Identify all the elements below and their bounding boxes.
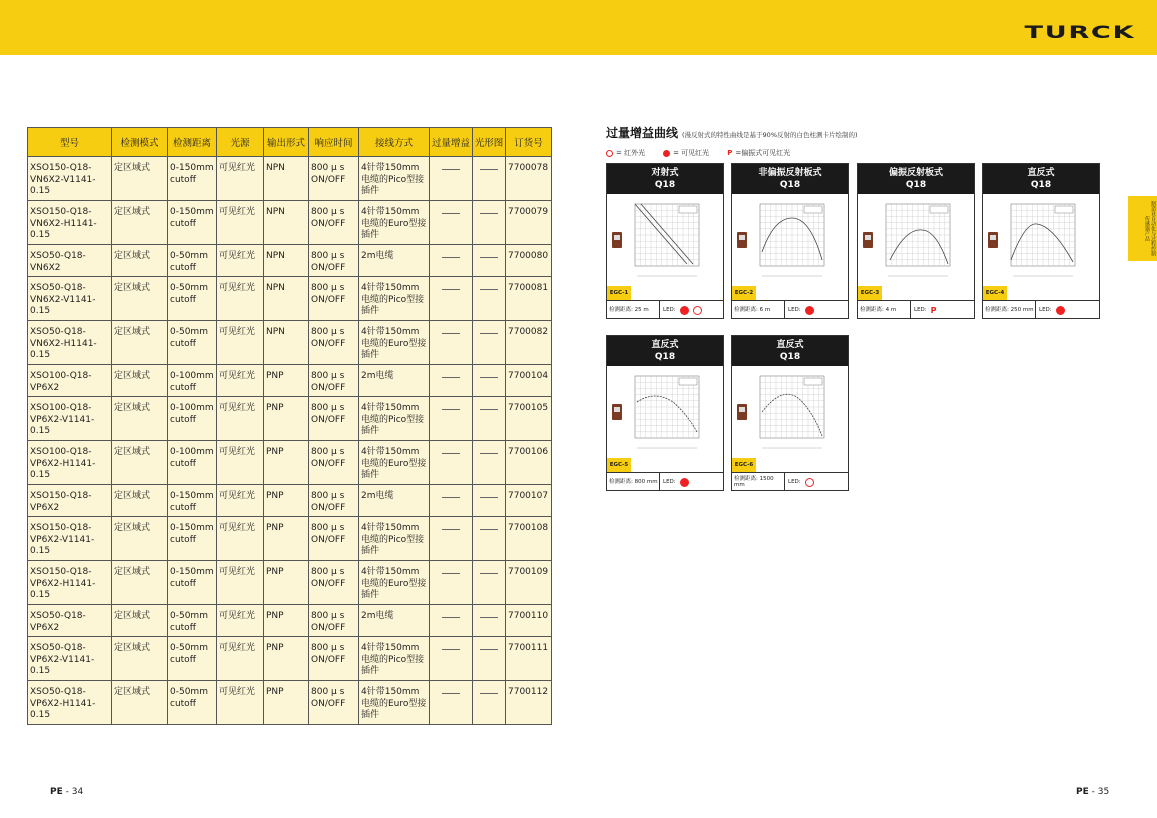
excess-gain-cell (430, 637, 473, 681)
table-row (28, 365, 552, 397)
cell-light: 可见红光 (217, 397, 264, 441)
dash-line (442, 333, 460, 334)
dash-line (442, 257, 460, 258)
page-number-left (50, 787, 83, 797)
excess-gain-cell (430, 397, 473, 441)
red-ring-icon (693, 306, 702, 315)
cell-range: 0-150mm cutoff (168, 201, 217, 245)
cell-range: 0-50mm cutoff (168, 245, 217, 277)
cell-model: XSO100-Q18-VP6X2 (28, 365, 112, 397)
cell-model: XSO100-Q18-VP6X2-V1141-0.15 (28, 397, 112, 441)
excess-gain-graph (878, 200, 956, 292)
beam-pattern-cell (473, 605, 506, 637)
cell-mode: 定区域式 (112, 605, 168, 637)
cell-wiring: 4针带150mm电缆的Euro型接插件 (359, 441, 430, 485)
red-dot-icon (680, 306, 689, 315)
section-note: (漫反射式的特性曲线是基于90%反射的白色柱测卡片绘制的) (682, 131, 858, 139)
dash-line (442, 693, 460, 694)
cell-mode: 定区域式 (112, 365, 168, 397)
cell-response: 800 µ s ON/OFF (309, 485, 359, 517)
cell-order: 7700107 (506, 485, 552, 517)
cell-response: 800 µ s ON/OFF (309, 681, 359, 725)
red-ring-icon (606, 150, 613, 157)
table-row (28, 637, 552, 681)
cell-response: 800 µ s ON/OFF (309, 277, 359, 321)
dash-line (480, 377, 498, 378)
excess-gain-cell (430, 681, 473, 725)
cell-output: PNP (264, 485, 309, 517)
led-label: LED: (914, 307, 927, 313)
cell-mode: 定区域式 (112, 245, 168, 277)
gain-card-egc-6 (731, 335, 849, 491)
column-header: 接线方式 (359, 128, 430, 157)
range-label: 检测距离: 6 m (734, 306, 771, 313)
card-footer (607, 301, 723, 319)
cell-output: NPN (264, 277, 309, 321)
cell-output: PNP (264, 397, 309, 441)
cell-response: 800 µ s ON/OFF (309, 441, 359, 485)
card-subtitle: Q18 (779, 180, 801, 190)
led-label: LED: (1039, 307, 1052, 313)
table-row (28, 561, 552, 605)
cell-light: 可见红光 (217, 201, 264, 245)
dash-line (480, 169, 498, 170)
led-label: LED: (788, 479, 801, 485)
cell-wiring: 4针带150mm电缆的Pico型接插件 (359, 277, 430, 321)
dash-line (480, 617, 498, 618)
dash-line (442, 409, 460, 410)
cell-mode: 定区域式 (112, 441, 168, 485)
cell-wiring: 4针带150mm电缆的Euro型接插件 (359, 681, 430, 725)
beam-pattern-cell (473, 397, 506, 441)
cell-light: 可见红光 (217, 637, 264, 681)
dash-line (442, 453, 460, 454)
cell-light: 可见红光 (217, 157, 264, 201)
cell-output: PNP (264, 605, 309, 637)
cell-output: NPN (264, 201, 309, 245)
dash-line (480, 497, 498, 498)
cell-output: PNP (264, 441, 309, 485)
sensor-icon (863, 232, 873, 248)
card-graph-area (858, 194, 974, 301)
card-graph-area (607, 194, 723, 301)
beam-pattern-cell (473, 681, 506, 725)
excess-gain-graph (752, 200, 830, 292)
table-row (28, 681, 552, 725)
beam-pattern-cell (473, 201, 506, 245)
cell-light: 可见红光 (217, 605, 264, 637)
excess-gain-cell (430, 321, 473, 365)
cell-response: 800 µ s ON/OFF (309, 365, 359, 397)
cell-order: 7700080 (506, 245, 552, 277)
cell-mode: 定区域式 (112, 397, 168, 441)
cell-wiring: 2m电缆 (359, 605, 430, 637)
dash-line (442, 213, 460, 214)
curve-code-label: EGC-2 (732, 286, 756, 300)
beam-pattern-cell (473, 485, 506, 517)
cell-mode: 定区域式 (112, 201, 168, 245)
dash-line (442, 169, 460, 170)
page-num-left: - 34 (65, 787, 84, 797)
card-graph-area (732, 366, 848, 473)
card-footer (983, 301, 1099, 319)
excess-gain-cell (430, 561, 473, 605)
gain-card-egc-2 (731, 163, 849, 319)
cell-mode: 定区域式 (112, 485, 168, 517)
table-row (28, 321, 552, 365)
column-header: 订货号 (506, 128, 552, 157)
beam-pattern-cell (473, 561, 506, 605)
card-header (732, 336, 848, 366)
cell-order: 7700109 (506, 561, 552, 605)
cell-light: 可见红光 (217, 321, 264, 365)
card-footer (732, 473, 848, 491)
column-header: 响应时间 (309, 128, 359, 157)
cell-wiring: 2m电缆 (359, 245, 430, 277)
table-row (28, 157, 552, 201)
excess-gain-graph (627, 372, 705, 464)
table-header-row (28, 128, 552, 157)
cell-light: 可见红光 (217, 277, 264, 321)
cell-model: XSO150-Q18-VN6X2-H1141-0.15 (28, 201, 112, 245)
cell-order: 7700112 (506, 681, 552, 725)
legend-polarized-label: =偏振式可见红光 (735, 149, 791, 157)
curve-code-label: EGC-6 (732, 458, 756, 472)
dash-line (442, 573, 460, 574)
sensor-icon (612, 404, 622, 420)
cell-wiring: 4针带150mm电缆的Euro型接插件 (359, 201, 430, 245)
cell-output: PNP (264, 365, 309, 397)
red-dot-icon (663, 150, 670, 157)
beam-pattern-cell (473, 277, 506, 321)
beam-pattern-cell (473, 441, 506, 485)
polarized-p-icon: P (727, 149, 733, 157)
cell-range: 0-100mm cutoff (168, 365, 217, 397)
card-header (607, 336, 723, 366)
cell-model: XSO150-Q18-VP6X2 (28, 485, 112, 517)
sensor-icon (612, 232, 622, 248)
cell-order: 7700110 (506, 605, 552, 637)
cell-wiring: 4针带150mm电缆的Euro型接插件 (359, 321, 430, 365)
led-indicator (659, 301, 723, 319)
cell-order: 7700078 (506, 157, 552, 201)
table-row (28, 517, 552, 561)
legend-visible-red (663, 148, 709, 158)
cell-mode: 定区域式 (112, 681, 168, 725)
red-dot-icon (805, 306, 814, 315)
cell-wiring: 4针带150mm电缆的Euro型接插件 (359, 561, 430, 605)
excess-gain-graph (752, 372, 830, 464)
cell-light: 可见红光 (217, 561, 264, 605)
cell-output: NPN (264, 321, 309, 365)
cell-model: XSO50-Q18-VN6X2-V1141-0.15 (28, 277, 112, 321)
column-header: 光源 (217, 128, 264, 157)
led-indicator (910, 301, 974, 319)
table-row (28, 245, 552, 277)
card-subtitle: Q18 (779, 352, 801, 362)
cell-model: XSO50-Q18-VN6X2 (28, 245, 112, 277)
led-indicator (784, 473, 848, 491)
column-header: 型号 (28, 128, 112, 157)
cell-output: PNP (264, 561, 309, 605)
card-subtitle: Q18 (654, 352, 676, 362)
excess-gain-cell (430, 485, 473, 517)
page-num-right: - 35 (1091, 787, 1110, 797)
led-label: LED: (663, 307, 676, 313)
cell-wiring: 4针带150mm电缆的Pico型接插件 (359, 517, 430, 561)
beam-pattern-cell (473, 321, 506, 365)
card-subtitle: Q18 (905, 180, 927, 190)
cell-response: 800 µ s ON/OFF (309, 397, 359, 441)
card-footer (858, 301, 974, 319)
led-label: LED: (788, 307, 801, 313)
curve-code-label: EGC-1 (607, 286, 631, 300)
excess-gain-cell (430, 245, 473, 277)
dash-line (442, 497, 460, 498)
cell-range: 0-150mm cutoff (168, 157, 217, 201)
curve-code-label: EGC-4 (983, 286, 1007, 300)
led-indicator (659, 473, 723, 491)
cell-response: 800 µ s ON/OFF (309, 637, 359, 681)
excess-gain-cell (430, 157, 473, 201)
cell-range: 0-50mm cutoff (168, 681, 217, 725)
cell-wiring: 4针带150mm电缆的Pico型接插件 (359, 157, 430, 201)
cell-response: 800 µ s ON/OFF (309, 201, 359, 245)
cell-mode: 定区域式 (112, 157, 168, 201)
card-title: 直反式 (1027, 168, 1055, 178)
dash-line (480, 453, 498, 454)
cell-mode: 定区域式 (112, 277, 168, 321)
led-indicator (784, 301, 848, 319)
cell-response: 800 µ s ON/OFF (309, 157, 359, 201)
dash-line (442, 617, 460, 618)
cell-output: PNP (264, 517, 309, 561)
cell-order: 7700105 (506, 397, 552, 441)
range-label: 检测距离: 25 m (609, 306, 649, 313)
led-indicator (1035, 301, 1099, 319)
cell-model: XSO150-Q18-VP6X2-V1141-0.15 (28, 517, 112, 561)
card-graph-area (607, 366, 723, 473)
card-title: 直反式 (776, 340, 804, 350)
curve-code-label: EGC-5 (607, 458, 631, 472)
curve-code-label: EGC-3 (858, 286, 882, 300)
cell-mode: 定区域式 (112, 637, 168, 681)
sensor-icon (988, 232, 998, 248)
cell-range: 0-100mm cutoff (168, 397, 217, 441)
column-header: 光形图 (473, 128, 506, 157)
cell-response: 800 µ s ON/OFF (309, 245, 359, 277)
column-header: 过量增益 (430, 128, 473, 157)
cell-order: 7700079 (506, 201, 552, 245)
product-table (27, 127, 552, 725)
cell-mode: 定区域式 (112, 517, 168, 561)
cell-model: XSO150-Q18-VP6X2-H1141-0.15 (28, 561, 112, 605)
dash-line (480, 693, 498, 694)
dash-line (480, 333, 498, 334)
dash-line (480, 289, 498, 290)
cell-order: 7700106 (506, 441, 552, 485)
column-header: 检测模式 (112, 128, 168, 157)
legend-infrared-label: = 红外光 (616, 149, 646, 157)
led-label: LED: (663, 479, 676, 485)
cell-order: 7700111 (506, 637, 552, 681)
dash-line (442, 377, 460, 378)
cell-response: 800 µ s ON/OFF (309, 517, 359, 561)
gain-card-egc-4 (982, 163, 1100, 319)
gain-card-egc-3 (857, 163, 975, 319)
card-title: 偏振反射板式 (888, 168, 943, 178)
cell-light: 可见红光 (217, 441, 264, 485)
cell-range: 0-50mm cutoff (168, 277, 217, 321)
led-legend (606, 148, 790, 158)
legend-visible-red-label: = 可见红光 (673, 149, 710, 157)
sensor-icon (737, 232, 747, 248)
excess-gain-cell (430, 605, 473, 637)
page-number-right (1076, 787, 1109, 797)
card-title: 对射式 (651, 168, 679, 178)
cell-wiring: 2m电缆 (359, 365, 430, 397)
cell-range: 0-50mm cutoff (168, 605, 217, 637)
card-footer (732, 301, 848, 319)
excess-gain-cell (430, 201, 473, 245)
excess-gain-cell (430, 277, 473, 321)
page-prefix-left: PE (50, 787, 63, 797)
cell-response: 800 µ s ON/OFF (309, 561, 359, 605)
cell-output: NPN (264, 245, 309, 277)
dash-line (442, 529, 460, 530)
excess-gain-graph (627, 200, 705, 292)
side-tab[interactable]: 制造业自动化与过程控制传感器产品 (1128, 196, 1157, 261)
cell-model: XSO50-Q18-VN6X2-H1141-0.15 (28, 321, 112, 365)
card-graph-area (732, 194, 848, 301)
cell-mode: 定区域式 (112, 561, 168, 605)
card-header (607, 164, 723, 194)
cell-model: XSO100-Q18-VP6X2-H1141-0.15 (28, 441, 112, 485)
cell-range: 0-150mm cutoff (168, 517, 217, 561)
excess-gain-cell (430, 365, 473, 397)
cell-mode: 定区域式 (112, 321, 168, 365)
dash-line (442, 289, 460, 290)
cell-light: 可见红光 (217, 365, 264, 397)
cell-order: 7700104 (506, 365, 552, 397)
beam-pattern-cell (473, 245, 506, 277)
cell-order: 7700082 (506, 321, 552, 365)
cell-light: 可见红光 (217, 681, 264, 725)
cell-light: 可见红光 (217, 245, 264, 277)
red-ring-icon (805, 478, 814, 487)
red-dot-icon (1056, 306, 1065, 315)
card-title: 直反式 (651, 340, 679, 350)
cell-output: NPN (264, 157, 309, 201)
cell-range: 0-50mm cutoff (168, 637, 217, 681)
dash-line (480, 573, 498, 574)
beam-pattern-cell (473, 365, 506, 397)
table-row (28, 397, 552, 441)
legend-polarized (727, 148, 790, 158)
top-banner (0, 0, 1157, 55)
cell-range: 0-100mm cutoff (168, 441, 217, 485)
dash-line (480, 213, 498, 214)
range-label: 检测距离: 800 mm (609, 478, 658, 485)
table-row (28, 605, 552, 637)
cell-model: XSO50-Q18-VP6X2-H1141-0.15 (28, 681, 112, 725)
dash-line (480, 649, 498, 650)
dash-line (442, 649, 460, 650)
beam-pattern-cell (473, 637, 506, 681)
dash-line (480, 257, 498, 258)
cell-output: PNP (264, 637, 309, 681)
legend-infrared (606, 148, 645, 158)
card-title: 非偏振反射板式 (758, 168, 822, 178)
card-header (732, 164, 848, 194)
red-dot-icon (680, 478, 689, 487)
beam-pattern-cell (473, 157, 506, 201)
beam-pattern-cell (473, 517, 506, 561)
card-header (983, 164, 1099, 194)
excess-gain-graph (1003, 200, 1081, 292)
excess-gain-cell (430, 517, 473, 561)
table-row (28, 201, 552, 245)
page-prefix-right: PE (1076, 787, 1089, 797)
cell-model: XSO150-Q18-VN6X2-V1141-0.15 (28, 157, 112, 201)
cell-light: 可见红光 (217, 485, 264, 517)
table-row (28, 441, 552, 485)
card-footer (607, 473, 723, 491)
cell-response: 800 µ s ON/OFF (309, 605, 359, 637)
cell-light: 可见红光 (217, 517, 264, 561)
cell-output: PNP (264, 681, 309, 725)
cell-model: XSO50-Q18-VP6X2 (28, 605, 112, 637)
dash-line (480, 529, 498, 530)
cell-wiring: 2m电缆 (359, 485, 430, 517)
cell-range: 0-150mm cutoff (168, 561, 217, 605)
table-row (28, 485, 552, 517)
cell-wiring: 4针带150mm电缆的Pico型接插件 (359, 637, 430, 681)
card-graph-area (983, 194, 1099, 301)
polarized-p-icon: P (930, 305, 937, 315)
cell-model: XSO50-Q18-VP6X2-V1141-0.15 (28, 637, 112, 681)
cell-wiring: 4针带150mm电缆的Pico型接插件 (359, 397, 430, 441)
range-label: 检测距离: 4 m (860, 306, 897, 313)
cell-range: 0-150mm cutoff (168, 485, 217, 517)
range-label: 检测距离: 250 mm (985, 306, 1034, 313)
cell-order: 7700108 (506, 517, 552, 561)
cell-response: 800 µ s ON/OFF (309, 321, 359, 365)
gain-card-egc-5 (606, 335, 724, 491)
card-header (858, 164, 974, 194)
column-header: 检测距离 (168, 128, 217, 157)
cell-order: 7700081 (506, 277, 552, 321)
card-subtitle: Q18 (654, 180, 676, 190)
card-subtitle: Q18 (1030, 180, 1052, 190)
section-heading: 过量增益曲线 (606, 126, 679, 140)
range-label: 检测距离: 1500 mm (734, 475, 774, 488)
column-header: 输出形式 (264, 128, 309, 157)
table-row (28, 277, 552, 321)
gain-card-egc-1 (606, 163, 724, 319)
gain-section-title (606, 124, 858, 141)
dash-line (480, 409, 498, 410)
cell-range: 0-50mm cutoff (168, 321, 217, 365)
turck-logo: TURCK (1024, 23, 1135, 43)
excess-gain-cell (430, 441, 473, 485)
sensor-icon (737, 404, 747, 420)
